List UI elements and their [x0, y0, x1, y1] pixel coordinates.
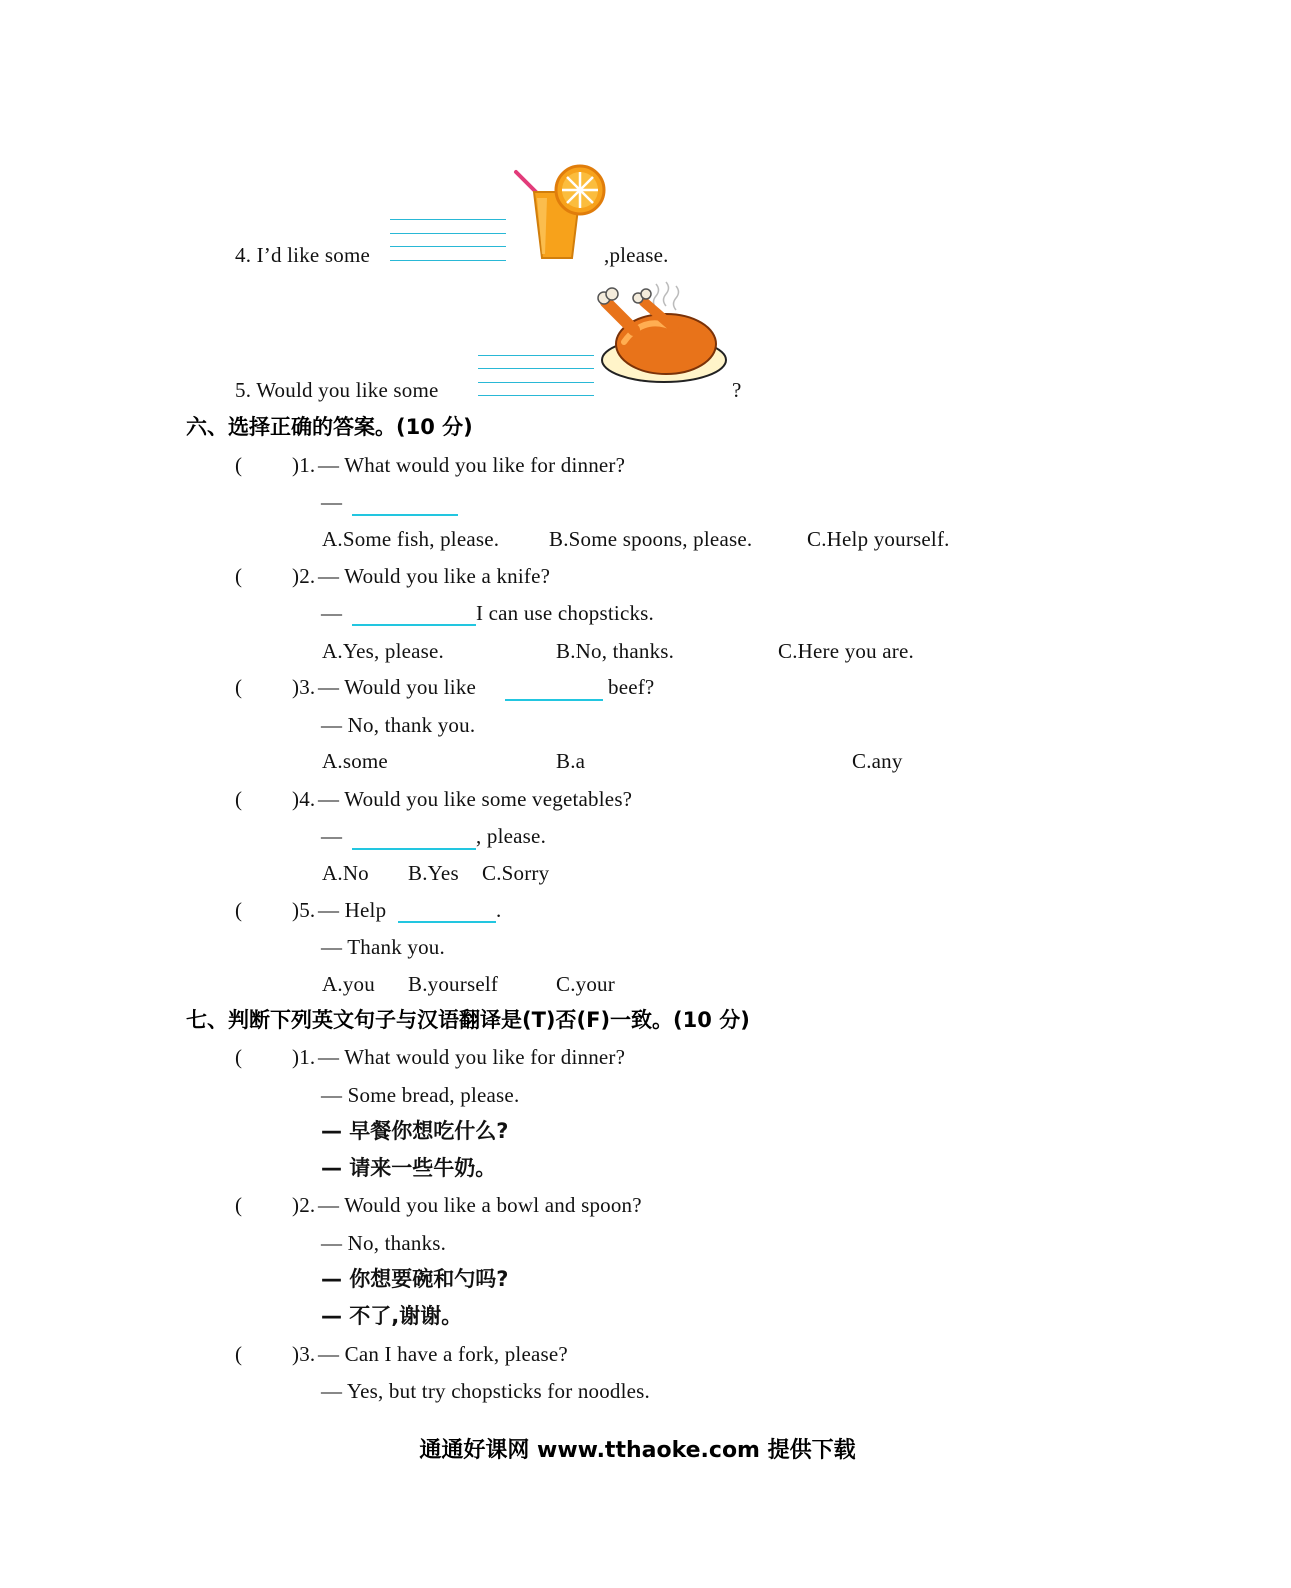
question-number: )1. [292, 1045, 316, 1069]
answer-dash: — [321, 824, 343, 848]
orange-juice-icon [512, 158, 608, 264]
question-4-text: 4. I’d like some [235, 243, 371, 267]
answer-blank[interactable] [398, 921, 496, 923]
chinese-translation-question: — 早餐你想吃什么? [321, 1119, 509, 1143]
option-a: A.No [322, 861, 369, 885]
option-c: C.Here you are. [778, 639, 914, 663]
option-c: C.any [852, 749, 903, 773]
question-number: )5. [292, 898, 316, 922]
answer-paren: ( [235, 1045, 243, 1069]
question-4-tail: ,please. [604, 243, 669, 267]
option-b: B.Yes [408, 861, 459, 885]
answer-blank[interactable] [352, 624, 476, 626]
chinese-translation-question: — 你想要碗和勺吗? [321, 1267, 509, 1291]
option-c: C.Sorry [482, 861, 550, 885]
option-a: A.Some fish, please. [322, 527, 500, 551]
question-number: )3. [292, 1342, 316, 1366]
answer-text: — Yes, but try chopsticks for noodles. [321, 1379, 651, 1403]
chinese-translation-answer: — 不了,谢谢。 [321, 1304, 463, 1328]
answer-text: — No, thank you. [321, 713, 476, 737]
chinese-translation-answer: — 请来一些牛奶。 [321, 1156, 497, 1180]
question-number: )3. [292, 675, 316, 699]
question-5-text: 5. Would you like some [235, 378, 439, 402]
question-text: — What would you like for dinner? [318, 453, 626, 477]
option-c: C.your [556, 972, 615, 996]
question-text-after: . [496, 898, 502, 922]
answer-text: — Thank you. [321, 935, 445, 959]
answer-text: — Some bread, please. [321, 1083, 520, 1107]
question-text: — Help [318, 898, 387, 922]
option-b: B.yourself [408, 972, 499, 996]
answer-dash: — [321, 490, 343, 514]
option-b: B.No, thanks. [556, 639, 675, 663]
section-7-title: 七、判断下列英文句子与汉语翻译是(T)否(F)一致。(10 分) [186, 1008, 750, 1032]
answer-paren: ( [235, 898, 243, 922]
option-b: B.Some spoons, please. [549, 527, 753, 551]
answer-blank[interactable] [505, 699, 603, 701]
page-footer: 通通好课网 www.tthaoke.com 提供下载 [419, 1438, 856, 1463]
question-text: — Can I have a fork, please? [318, 1342, 568, 1366]
question-number: )2. [292, 564, 316, 588]
option-a: A.you [322, 972, 375, 996]
question-number: )4. [292, 787, 316, 811]
question-number: )1. [292, 453, 316, 477]
option-a: A.some [322, 749, 388, 773]
question-5-tail: ? [732, 378, 742, 402]
answer-suffix: I can use chopsticks. [476, 601, 654, 625]
answer-paren: ( [235, 1342, 243, 1366]
question-text: — Would you like some vegetables? [318, 787, 633, 811]
answer-paren: ( [235, 787, 243, 811]
option-c: C.Help yourself. [807, 527, 950, 551]
question-number: )2. [292, 1193, 316, 1217]
answer-blank[interactable] [352, 514, 458, 516]
answer-blank[interactable] [352, 848, 476, 850]
question-text: — Would you like a knife? [318, 564, 551, 588]
option-a: A.Yes, please. [322, 639, 444, 663]
section-6-title: 六、选择正确的答案。(10 分) [186, 415, 473, 439]
question-text-after: beef? [608, 675, 655, 699]
answer-paren: ( [235, 675, 243, 699]
answer-paren: ( [235, 564, 243, 588]
option-b: B.a [556, 749, 586, 773]
answer-text: — No, thanks. [321, 1231, 447, 1255]
answer-paren: ( [235, 1193, 243, 1217]
answer-paren: ( [235, 453, 243, 477]
question-text: — Would you like [318, 675, 477, 699]
question-text: — Would you like a bowl and spoon? [318, 1193, 642, 1217]
answer-dash: — [321, 601, 343, 625]
roast-chicken-icon [594, 280, 732, 386]
answer-suffix: , please. [476, 824, 547, 848]
question-text: — What would you like for dinner? [318, 1045, 626, 1069]
